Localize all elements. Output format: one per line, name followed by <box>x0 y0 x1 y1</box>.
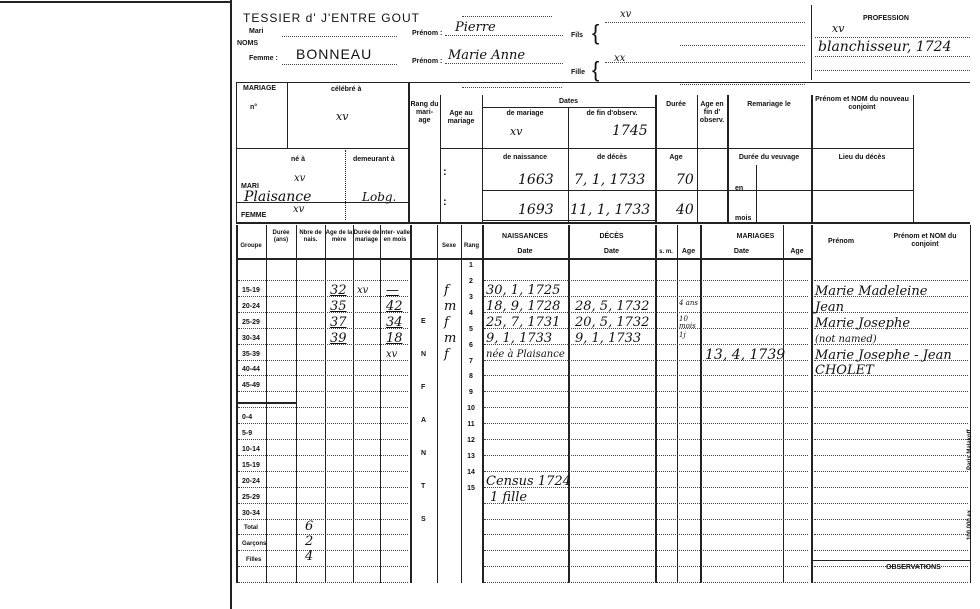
profession-label: PROFESSION <box>863 15 909 22</box>
de-mariage-label: de mariage <box>506 110 544 117</box>
group-top-4: 35-39 <box>242 351 260 358</box>
table-col-line-13 <box>700 225 702 583</box>
table-col-line-9 <box>482 225 484 583</box>
total-label: Total <box>244 525 258 531</box>
rang-10: 10 <box>467 405 475 412</box>
filles-label: Filles <box>246 557 262 563</box>
th-age_mere: Age de la mère <box>325 230 353 243</box>
filles-value: 4 <box>305 549 314 564</box>
th-prenom: Prénom <box>828 238 855 245</box>
enfants-letter-3: A <box>421 417 427 424</box>
table-col-line-3 <box>325 225 326 583</box>
mari-label: Mari <box>249 28 264 35</box>
enfants-letter-1: N <box>421 351 427 358</box>
celebre-label: célébré à <box>331 86 362 93</box>
section2-bottom <box>236 222 970 224</box>
mari-dates-line <box>482 190 655 191</box>
enfants-letter-5: T <box>421 483 426 490</box>
observations-line <box>811 560 970 561</box>
child-deces-2: 20, 5, 1732 <box>575 315 650 330</box>
date-mariage-value: xv <box>510 125 523 138</box>
fille-label: Fille <box>571 69 586 76</box>
row-dot-left-3 <box>238 328 408 329</box>
observations-label: OBSERVATIONS <box>886 564 941 571</box>
conjoint-right <box>913 95 914 222</box>
th-mariage-date: Date <box>733 248 750 255</box>
celebre-value: xv <box>336 110 349 123</box>
group-bottom-1: 5-9 <box>242 430 253 437</box>
mar-no-divider <box>287 82 288 148</box>
table-col-line-8 <box>461 225 462 583</box>
th-intervalle: Inter- valle en mois <box>380 230 411 243</box>
de-naissance-label: de naissance <box>503 154 547 161</box>
mar-line-mari <box>236 202 408 203</box>
child-sexe-4: f <box>444 347 449 362</box>
mariage-label: MARIAGE <box>243 85 277 92</box>
th-groupe: Groupe <box>240 243 262 249</box>
child-deces-1: 28, 5, 1732 <box>575 299 650 314</box>
duree-mariage-first: xv <box>357 285 369 296</box>
age-colon-2: : <box>443 196 447 208</box>
mari-nom-line <box>282 36 397 37</box>
row-dot-left-9 <box>238 423 408 424</box>
row-dot-left-13 <box>238 487 408 488</box>
row-dot-mid-16 <box>484 534 808 535</box>
row-dot-mid-14 <box>484 503 808 504</box>
group-top-6: 45-49 <box>242 382 260 389</box>
en-label: en <box>735 185 744 192</box>
remariage-label: Remariage le <box>747 101 791 108</box>
fin-observ-label: de fin d'observ. <box>586 110 638 117</box>
age-mere-0: 32 <box>330 283 347 298</box>
intervalle-1: 42 <box>386 299 403 314</box>
enfants-letter-0: E <box>421 318 426 325</box>
row-dot-right-15 <box>814 519 968 520</box>
th-naissance-date: Date <box>517 248 533 255</box>
fils-label: Fils <box>571 32 584 39</box>
th-sexe: Sexe <box>441 243 456 249</box>
rang-6: 6 <box>469 342 473 349</box>
rang-4: 4 <box>469 310 473 317</box>
row-dot-left-15 <box>238 519 408 520</box>
table-col-line-12 <box>677 225 678 583</box>
mar-dot-divider <box>345 150 346 220</box>
prof-line2 <box>815 56 970 57</box>
row-dot-right-0 <box>814 280 968 281</box>
th-duree_mariage: Durée de mariage <box>353 230 380 243</box>
mari-deces: 7, 1, 1733 <box>574 172 646 188</box>
prof-line1 <box>815 37 970 38</box>
femme-age: 40 <box>676 202 694 218</box>
age-colon-1: : <box>443 166 447 178</box>
row-dot-mid-9 <box>484 423 808 424</box>
age-mere-1: 35 <box>330 299 347 314</box>
lieu-deces-label: Lieu du décès <box>838 154 886 161</box>
row-dot-right-9 <box>814 423 968 424</box>
enfants-letter-4: N <box>421 450 427 457</box>
group-top-0: 15-19 <box>242 287 260 294</box>
row-dot-left-11 <box>238 455 408 456</box>
th-prenom-nom-conjoint: Prénom et NOM du conjoint <box>893 233 957 248</box>
femme-naissance: 1693 <box>518 202 554 218</box>
child-sexe-3: m <box>444 331 457 346</box>
row-dot-left-19 <box>238 582 408 583</box>
row-dot-right-12 <box>814 471 968 472</box>
prenom-label-femme: Prénom : <box>412 58 443 65</box>
no-label: n° <box>250 104 258 111</box>
row-dot-left-6 <box>238 375 408 376</box>
dates-mid-line <box>440 148 655 149</box>
child-naissance-3: 9, 1, 1733 <box>486 331 553 346</box>
femme-prenom: Marie Anne <box>448 48 526 63</box>
child-mariage-4: 13, 4, 1739 <box>705 347 786 363</box>
th-deces: DÉCÈS <box>599 233 624 240</box>
veuvage-divider <box>756 165 757 222</box>
child-naissance-2: 25, 7, 1731 <box>486 315 561 330</box>
enfants-letter-2: F <box>421 384 426 391</box>
intervalle-0: — <box>386 283 399 298</box>
femme-ne: xv <box>293 204 305 215</box>
row-dot-left-14 <box>238 503 408 504</box>
child-naissance-4: née à Plaisance <box>486 349 565 360</box>
rang-1: 1 <box>469 262 473 269</box>
dates-label: Dates <box>558 98 579 105</box>
duree-veuvage-label: Durée du veuvage <box>738 154 800 161</box>
child-prenom-4: Marie Josephe - Jean CHOLET <box>815 348 952 378</box>
row-dot-left-4 <box>238 344 408 345</box>
prenom-label-mari: Prénom : <box>412 30 443 37</box>
row-dot-mid-12 <box>484 471 808 472</box>
mari-age: 70 <box>676 172 694 188</box>
table-col-line-6 <box>410 225 412 583</box>
de-deces-label: de décès <box>597 154 627 161</box>
row-dot-mid-15 <box>484 519 808 520</box>
fils-value: xv <box>620 9 632 20</box>
row-dot-right-11 <box>814 455 968 456</box>
rang-3: 3 <box>469 294 473 301</box>
age-mariage-label: Age au mariage <box>447 110 475 125</box>
group-bottom-0: 0-4 <box>242 414 253 421</box>
age-label: Age <box>669 154 683 161</box>
dates-mid <box>568 107 569 222</box>
table-col-line-2 <box>296 225 297 583</box>
femme-nom: BONNEAU <box>296 46 373 62</box>
row-dot-mid-8 <box>484 407 808 408</box>
group-top-3: 30-34 <box>242 335 260 342</box>
mari-demeurant: Lobg. <box>362 190 397 204</box>
th-duree_ans: Durée (ans) <box>272 230 290 243</box>
child-naissance-0: 30, 1, 1725 <box>486 283 561 298</box>
table-col-line-5 <box>380 225 381 583</box>
prenom-nom-conjoint-label: Prénom et NOM du nouveau conjoint <box>815 96 909 111</box>
femme-label-2: FEMME <box>241 212 267 219</box>
row-dot-mid-6 <box>484 375 808 376</box>
intervalle-4: xv <box>386 349 398 360</box>
row-dot-left-1 <box>238 296 408 297</box>
left-border <box>230 0 232 609</box>
th-mariages: MARIAGES <box>736 233 775 240</box>
mar-mid-line <box>236 148 408 149</box>
row-dot-right-7 <box>814 391 968 392</box>
th-mariage-age: Age <box>790 248 804 255</box>
profession-border <box>811 5 812 80</box>
row-dot-mid-18 <box>484 566 808 567</box>
row-dot-left-5 <box>238 360 408 361</box>
row-dot-left-17 <box>238 550 408 551</box>
group-bottom-3: 15-19 <box>242 462 260 469</box>
row-dot-right-10 <box>814 439 968 440</box>
row-dot-mid-17 <box>484 550 808 551</box>
femme-dates-line <box>482 220 655 221</box>
rang-15: 15 <box>467 485 475 492</box>
table-col-line-7 <box>437 225 438 583</box>
rang-7: 7 <box>469 358 473 365</box>
femme-deces: 11, 1, 1733 <box>570 202 651 218</box>
fille-brace: { <box>592 57 600 82</box>
profession-value2: blanchisseur, 1724 <box>818 39 952 55</box>
group-top-2: 25-29 <box>242 319 260 326</box>
row-dot-left-8 <box>238 407 408 408</box>
prof-line3 <box>815 70 970 71</box>
table-col-line-4 <box>353 225 354 583</box>
row-dot-right-19 <box>814 582 968 583</box>
child-sexe-1: m <box>444 299 457 314</box>
enfants-letter-6: S <box>421 516 426 523</box>
fin-observ-value: 1745 <box>612 123 648 139</box>
tessier-text: TESSIER d' J'ENTRE GOUT <box>243 11 420 25</box>
table-header-line <box>236 258 811 260</box>
row-dot-left-16 <box>238 534 408 535</box>
group-bottom-6: 30-34 <box>242 510 260 517</box>
femme-prenom-line <box>445 63 563 64</box>
census-1: Census 1724 <box>486 474 571 489</box>
row-dot-right-8 <box>814 407 968 408</box>
row-dot-right-16 <box>814 534 968 535</box>
table-col-line-15 <box>811 225 813 583</box>
fils-brace: { <box>592 20 600 45</box>
child-age-3: 1j <box>679 331 686 339</box>
mari-prenom-line <box>445 35 563 36</box>
mari-prenom: Pierre <box>455 20 496 35</box>
child-age-1: 4 ans <box>679 299 698 307</box>
row-dot-mid-19 <box>484 582 808 583</box>
group-bottom-4: 20-24 <box>242 478 260 485</box>
row-dot-left-10 <box>238 439 408 440</box>
table-col-line-0 <box>236 225 238 583</box>
top-rule <box>0 1 230 3</box>
garcons-value: 2 <box>305 534 314 549</box>
fille-line2 <box>680 84 805 85</box>
mari-ne: xv <box>294 173 306 184</box>
group-bottom-2: 10-14 <box>242 446 260 453</box>
child-prenom-1: Jean <box>815 300 845 315</box>
fille-value: xx <box>614 53 626 64</box>
femme-nom-line <box>282 64 397 65</box>
th-deces-date: Date <box>603 248 620 255</box>
rang-12: 12 <box>467 437 475 444</box>
table-col-line-10 <box>568 225 570 583</box>
th-naissances: NAISSANCES <box>502 233 548 240</box>
rang-11: 11 <box>467 421 475 428</box>
group-top-5: 40-44 <box>242 366 260 373</box>
age-mere-3: 39 <box>330 331 347 346</box>
rang-5: 5 <box>469 326 473 333</box>
noms-label: NOMS <box>237 40 258 47</box>
th-sm: s. m. <box>659 249 673 255</box>
child-sexe-2: f <box>444 315 449 330</box>
th-deces-age: Age <box>681 248 696 255</box>
mari-label-2: MARI <box>241 183 259 190</box>
right-mari-line <box>655 190 913 191</box>
child-prenom-0: Marie Madeleine <box>815 284 928 299</box>
rang-8: 8 <box>469 373 473 380</box>
mari-naissance: 1663 <box>518 172 554 188</box>
th-nbre_nais: Nbre de nais. <box>299 230 322 243</box>
dotted-bottom <box>462 87 562 88</box>
row-dot-right-14 <box>814 503 968 504</box>
ne-label: né à <box>291 156 306 163</box>
child-naissance-1: 18, 9, 1728 <box>486 299 561 314</box>
rang-label: Rang du mari- age <box>410 101 439 124</box>
rang-9: 9 <box>469 389 473 396</box>
child-prenom-3: (not named) <box>815 334 877 345</box>
age-fin-label: Age en fin d' observ. <box>699 101 725 124</box>
row-dot-left-18 <box>238 566 408 567</box>
duree-label: Durée <box>666 101 686 108</box>
group-bottom-5: 25-29 <box>242 494 260 501</box>
row-dot-left-0 <box>238 280 408 281</box>
table-col-line-14 <box>783 225 784 583</box>
profession-value1: xv <box>832 22 845 35</box>
total-value: 6 <box>305 519 314 534</box>
femme-label: Femme : <box>249 55 278 62</box>
intervalle-2: 34 <box>386 315 403 330</box>
age-mere-2: 37 <box>330 315 347 330</box>
table-col-line-11 <box>655 225 657 583</box>
mar-left <box>236 82 237 222</box>
row-dot-mid-7 <box>484 391 808 392</box>
rang-2: 2 <box>469 278 473 285</box>
row-dot-mid-0 <box>484 280 808 281</box>
mois-label: mois <box>735 215 752 222</box>
th-rang: Rang <box>464 243 479 249</box>
row-dot-right-17 <box>814 550 968 551</box>
intervalle-3: 18 <box>386 331 403 346</box>
side-print-1: Paris Malakoff. <box>967 427 973 470</box>
row-dot-left-12 <box>238 471 408 472</box>
census-2: 1 fille <box>490 490 528 505</box>
child-age-2: 10 mois <box>679 315 696 330</box>
table-col-line-1 <box>266 225 267 583</box>
garcons-label: Garçons <box>242 541 267 547</box>
child-deces-3: 9, 1, 1733 <box>575 331 642 346</box>
rang-13: 13 <box>467 453 475 460</box>
mari-lieu: Plaisance <box>244 189 312 205</box>
row-dot-left-7 <box>238 391 408 392</box>
fils-line2 <box>680 45 805 46</box>
fils-line1 <box>605 22 805 23</box>
row-dot-mid-11 <box>484 455 808 456</box>
demeurant-label: demeurant à <box>353 156 395 163</box>
row-dot-left-2 <box>238 312 408 313</box>
right-mid-line <box>655 148 913 149</box>
child-prenom-2: Marie Josephe <box>815 316 911 331</box>
section2-top <box>236 82 970 83</box>
fille-line1 <box>605 62 805 63</box>
rang-14: 14 <box>467 469 475 476</box>
child-sexe-0: f <box>444 283 449 298</box>
row-dot-mid-10 <box>484 439 808 440</box>
groups-separator <box>236 402 296 404</box>
group-top-1: 20-24 <box>242 303 260 310</box>
side-print-2: 100.000 ex. <box>967 508 973 540</box>
row-dot-right-13 <box>814 487 968 488</box>
dotted-top <box>462 16 552 17</box>
